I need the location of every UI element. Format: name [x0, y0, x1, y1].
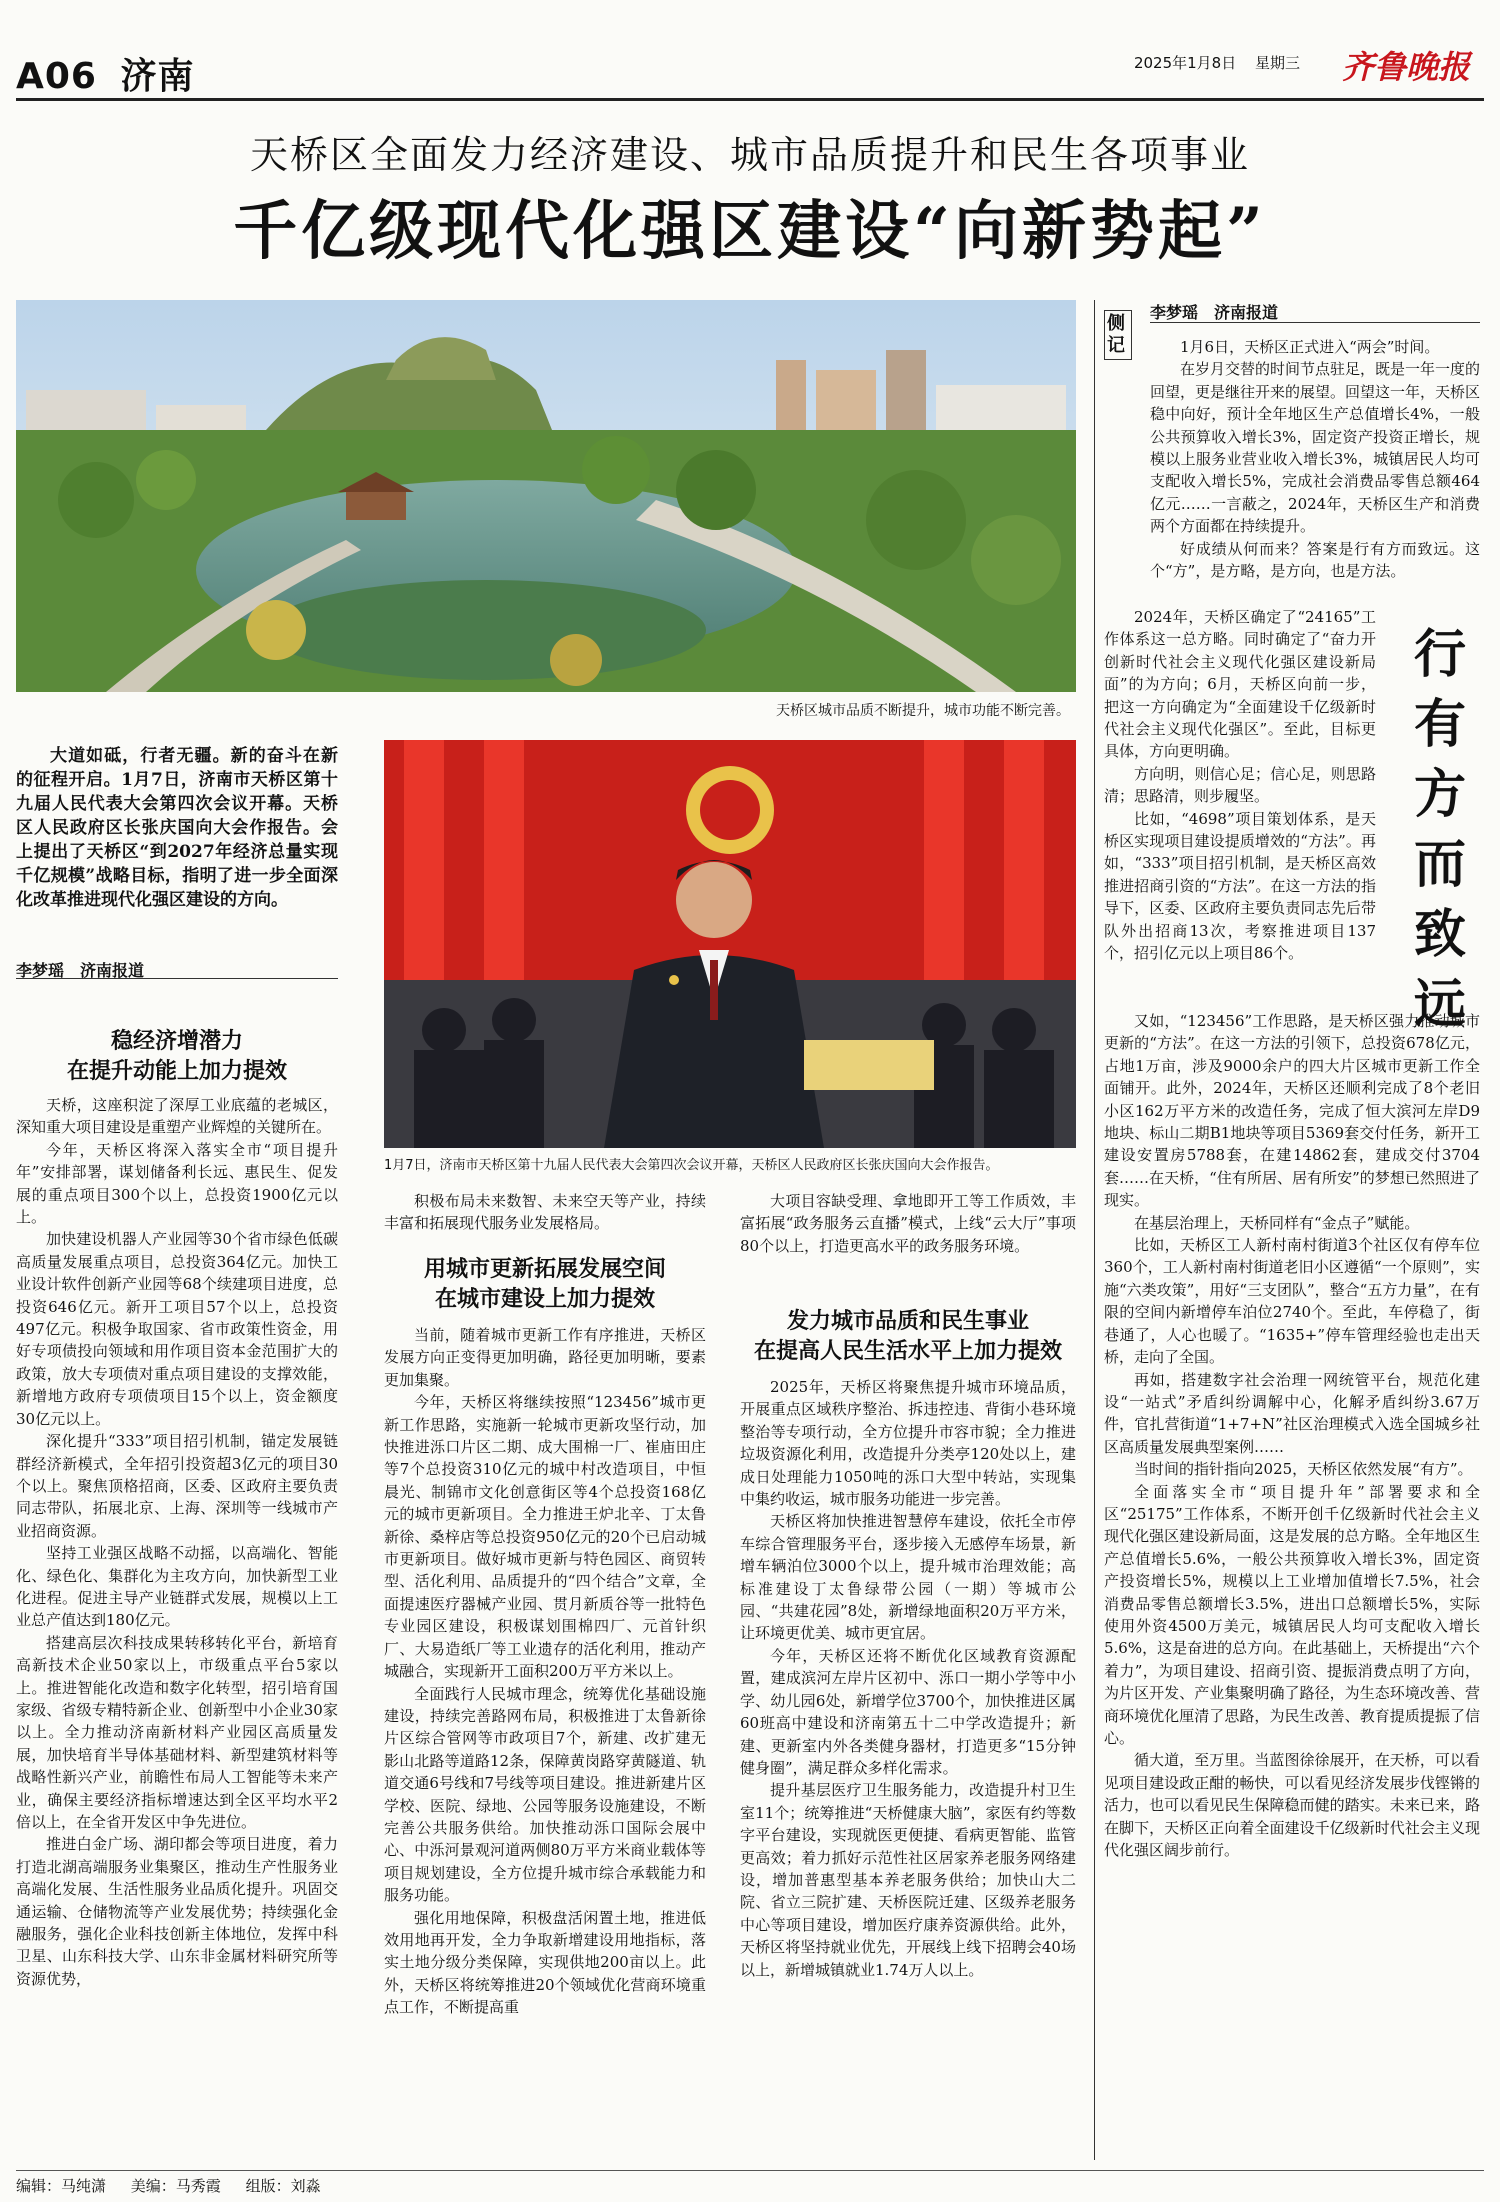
section1-title-2: 在提升动能上加力提效: [66, 1058, 287, 1084]
column-1: [16, 1094, 338, 2160]
top-rule: [16, 98, 1484, 101]
paragraph: 再如，搭建数字社会治理一网统管平台，规范化建设“一站式”矛盾纠纷调解中心，化解矛盾纠纷3.67万件，官扎营街道“1+7+N”社区治理模式入选全国城乡社区高质量发展典型案例……: [1104, 1370, 1480, 1456]
page-code: A06: [16, 56, 97, 97]
sidebar-body-top: [1150, 336, 1480, 606]
footer: [16, 2170, 1484, 2196]
sidebar-byline: 李梦瑶 济南报道: [1150, 303, 1279, 322]
section-name: 济南: [120, 56, 195, 97]
section1-title-1: 稳经济增潜力: [110, 1028, 243, 1054]
section1-heading: [16, 1026, 338, 1086]
paragraph: 天桥区将加快推进智慧停车建设，依托全市停车综合管理服务平台，逐步接入无感停车场景，新增车辆泊位3000个以上，提升城市治理效能；高标准建设丁太鲁绿带公园（一期）等城市公园、“共建花园”8处，新增绿地面积20万平方米，让环境更优美、城市更宜居。: [740, 1512, 1076, 1643]
footer-designer: 美编：马秀霞: [130, 2177, 221, 2195]
headline: 千亿级现代化强区建设“向新势起”: [233, 194, 1267, 269]
section2-heading: [384, 1254, 706, 1314]
column-3-top: [740, 1190, 1076, 1280]
issue-date: 2025年1月8日: [1133, 54, 1237, 72]
byline: 李梦瑶 济南报道: [16, 961, 145, 980]
column-2-top: [384, 1190, 706, 1236]
sidebar-body-narrow: [1104, 606, 1376, 1010]
lead-paragraph: 大道如砥，行者无疆。新的奋斗在新的征程开启。1月7日，济南市天桥区第十九届人民代表大会第四次会议开幕。天桥区人民政府区长张庆国向大会作报告。会上提出了天桥区“到2027年经济总量实现千亿规模”战略目标，指明了进一步全面深化改革推进现代化强区建设的方向。: [16, 746, 338, 910]
footer-proof: 组版：刘淼: [245, 2177, 321, 2195]
paragraph: 循大道，至万里。当蓝图徐徐展开，在天桥，可以看见项目建设政正酣的畅快，可以看见经济发展步伐铿锵的活力，也可以看见民生保障稳而健的踏实。未来已来，路在脚下，天桥区正向着全面建设千亿级新时代社会主义现代化强区阔步前行。: [1104, 1751, 1480, 1860]
issue-weekday: 星期三: [1254, 54, 1300, 72]
paragraph: 今年，天桥区还将不断优化区域教育资源配置，建成滨河左岸片区初中、泺口一期小学等中小学、幼儿园6处，新增学位3700个，加快推进区属60班高中建设和济南第五十二中学改造提升；新建、更新室内外各类健身器材，打造更多“15分钟健身圈”，满足群众多样化需求。: [740, 1646, 1076, 1777]
sidebar-label: [1104, 310, 1132, 360]
paragraph: 强化用地保障，积极盘活闲置土地，推进低效用地再开发，全力争取新增建设用地指标，落实土地分级分类保障，实现供地200亩以上。此外，天桥区将统筹推进20个领域优化营商环境重点工作，不断提高重: [384, 1908, 706, 2017]
paragraph: 又如，“123456”工作思路，是天桥区强力推动城市更新的“方法”。在这一方法的引领下，总投资678亿元，占地1万亩，涉及9000余户的四大片区城市更新工作全面铺开。此外，2024年，天桥区还顺利完成了8个老旧小区162万平方米的改造任务，完成了恒大滨河左岸D9地块、标山二期B1地块等项目5369套交付任务，新开工建设安置房5788套，在建14862套，建成交付3704套……在天桥，“住有所居、居有所安”的梦想已然照进了现实。: [1104, 1012, 1480, 1210]
masthead-logo: 齐鲁晚报: [1341, 48, 1470, 86]
paragraph: 在岁月交替的时间节点驻足，既是一年一度的回望，更是继往开来的展望。回望这一年，天桥区稳中向好，预计全年地区生产总值增长4%，一般公共预算收入增长3%，固定资产投资正增长，规模以上服务业营业收入增长3%，城镇居民人均可支配收入增长5%，完成社会消费品零售总额464亿元……一言蔽之，2024年，天桥区生产和消费两个方面都在持续提升。: [1150, 360, 1480, 536]
paragraph: 深化提升“333”项目招引机制，锚定发展链群经济新模式，全年招引投资超3亿元的项目30个以上。聚焦顶格招商，区委、区政府主要负责同志带队，拓展北京、上海、深圳等一线城市产业招商资源。: [16, 1432, 338, 1540]
paragraph: 比如，“4698”项目策划体系，是天桥区实现项目建设提质增效的“方法”。再如，“333”项目招引机制，是天桥区高效推进招商引资的“方法”。在这一方法的指导下，区委、区政府主要负责同志先后带队外出招商13次，考察推进项目137个，招引亿元以上项目86个。: [1104, 809, 1376, 963]
paragraph: 坚持工业强区战略不动摇，以高端化、智能化、绿色化、集群化为主攻方向，加快新型工业化进程。促进主导产业链群式发展，规模以上工业总产值达到180亿元。: [16, 1544, 338, 1630]
sidebar-label-text: 侧记: [1107, 313, 1125, 356]
paragraph: 今年，天桥区将深入落实全市“项目提升年”安排部署，谋划储备利长远、惠民生、促发展的重点项目300个以上，总投资1900亿元以上。: [16, 1140, 338, 1227]
kicker: 天桥区全面发力经济建设、城市品质提升和民生各项事业: [249, 133, 1250, 177]
section3-title-2: 在提高人民生活水平上加力提效: [753, 1338, 1062, 1364]
paragraph: 在基层治理上，天桥同样有“金点子”赋能。: [1134, 1213, 1420, 1232]
paragraph: 今年，天桥区将继续按照“123456”城市更新工作思路，实施新一轮城市更新攻坚行动，加快推进泺口片区二期、成大围棉一厂、崔庙田庄等7个总投资310亿元的城中村改造项目，中恒晨光、制锦市文化创意街区等4个总投资168亿元的城市更新项目。全力推进王炉北辛、丁太鲁新徐、桑梓店等总投资950亿元的20个已启动城市更新项目。做好城市更新与特色园区、商贸转型、活化利用、品质提升的“四个结合”文章，全面提速医疗器械产业园、贯月新质谷等一批特色专业园区建设，积极谋划围棉四厂、元首针织厂、大易造纸厂等工业遗存的活化利用，推动产城融合，实现新开工面积200万平方米以上。: [384, 1393, 706, 1681]
date-line: [1134, 52, 1300, 73]
paragraph: 搭建高层次科技成果转移转化平台，新培育高新技术企业50家以上，市级重点平台5家以上。推进智能化改造和数字化转型，招引培育国家级、省级专精特新企业、创新型中小企业30家以上。全力推动济南新材料产业园区高质量发展，加快培育半导体基础材料、新型建筑材料等战略性新兴产业，前瞻性布局人工智能等未来产业，确保主要经济指标增速达到全区平均水平2倍以上，在全省开发区中争先进位。: [16, 1633, 338, 1831]
sidebar-rule: [1150, 322, 1480, 323]
paragraph: 好成绩从何而来？答案是行有方而致远。这个“方”，是方略，是方向，也是方法。: [1150, 539, 1480, 581]
footer-editor: 编辑：马纯潇: [16, 2177, 107, 2195]
paragraph: 推进白金广场、湖印都会等项目进度，着力打造北湖高端服务业集聚区，推动生产性服务业高端化发展、生活性服务业品质化提升。巩固交通运输、仓储物流等产业发展优势；持续强化金融服务，强化企业科技创新主体地位，发挥中科卫星、山东科技大学、山东非金属材料研究所等资源优势，: [16, 1835, 338, 1988]
park-photo: [16, 300, 1076, 692]
paragraph: 加快建设机器人产业园等30个省市绿色低碳高质量发展重点项目，总投资364亿元。加快工业设计软件创新产业园等68个续建项目进度，总投资646亿元。新开工项目57个以上，总投资497亿元。积极争取国家、省市政策性资金，用好专项债投向领域和用作项目资本金范围扩大的政策，放大专项债对重点项目建设的支撑效能，新增地方政府专项债项目15个以上，资金额度30亿元以上。: [16, 1230, 338, 1428]
park-photo-caption: 天桥区城市品质不断提升，城市功能不断完善。: [776, 703, 1070, 719]
sidebar-divider: [1094, 300, 1095, 2160]
paragraph: 积极布局未来数智、未来空天等产业，持续丰富和拓展现代服务业发展格局。: [384, 1192, 706, 1233]
paragraph: 天桥，这座积淀了深厚工业底蕴的老城区，深知重大项目建设是重塑产业辉煌的关键所在。: [16, 1096, 338, 1137]
paragraph: 全面践行人民城市理念，统筹优化基础设施建设，持续完善路网布局，积极推进丁太鲁新徐片区综合管网等市政项目7个，新建、改扩建无影山北路等道路12条，保障黄岗路穿黄隧道、轨道交通6号线和7号线等项目建设。推进新建片区学校、医院、绿地、公园等服务设施建设，不断完善公共服务供给。加快推动泺口国际会展中心、中泺河景观河道两侧80万平方米商业载体等项目规划建设，全方位提升城市综合承载能力和服务功能。: [384, 1684, 706, 1905]
paragraph: 比如，天桥区工人新村南村街道3个社区仅有停车位360个，工人新村南村街道老旧小区遵循“一个原则”，实施“六类攻策”，用好“三支团队”，整合“五方力量”，在有限的空间内新增停车泊位2740个。至此，车停稳了，街巷通了，人心也暖了。“1635+”停车管理经验也走出天桥，走向了全国。: [1104, 1236, 1480, 1367]
paragraph: 大项目容缺受理、拿地即开工等工作质效，丰富拓展“政务服务云直播”模式，上线“云大厅”事项80个以上，打造更高水平的政务服务环境。: [740, 1192, 1076, 1255]
column-2: [384, 1324, 706, 2160]
paragraph: 当时间的指针指向2025，天桥区依然发展“有方”。: [1134, 1460, 1473, 1479]
meeting-photo-caption: 1月7日，济南市天桥区第十九届人民代表大会第四次会议开幕，天桥区人民政府区长张庆国向大会作报告。: [384, 1158, 999, 1173]
paragraph: 2024年，天桥区确定了“24165”工作体系这一总方略。同时确定了“奋力开创新时代社会主义现代化强区建设新局面”的为方向；6月，天桥区向前一步，把这一方向确定为“全面建设千亿级新时代社会主义现代化强区”。至此，目标更具体，方向更明确。: [1104, 608, 1376, 761]
byline-rule: [16, 978, 338, 979]
section2-title-2: 在城市建设上加力提效: [434, 1286, 655, 1312]
paragraph: 方向明，则信心足；信心足，则思路清；思路清，则步履坚。: [1104, 764, 1376, 806]
paragraph: 当前，随着城市更新工作有序推进，天桥区发展方向正变得更加明确，路径更加明晰，要素更加集聚。: [384, 1326, 706, 1389]
section3-heading: [740, 1306, 1076, 1366]
paragraph: 2025年，天桥区将聚焦提升城市环境品质，开展重点区域秩序整治、拆违控违、背街小巷环境整治等专项行动，全方位提升市容市貌；全力推进垃圾资源化利用，改造提升分类亭120处以上，建成日处理能力1050吨的泺口大型中转站，实现集中集约收运，城市服务功能进一步完善。: [740, 1378, 1076, 1509]
section3-title-1: 发力城市品质和民生事业: [786, 1308, 1029, 1334]
section2-title-1: 用城市更新拓展发展空间: [423, 1256, 666, 1282]
page-tag: [16, 48, 195, 99]
sidebar-vertical-title: 行有方而致远: [1413, 624, 1466, 1035]
paragraph: 全面落实全市“项目提升年”部署要求和全区“25175”工作体系，不断开创千亿级新时代社会主义现代化强区建设新局面，这是发展的总方略。全年地区生产总值增长5.6%，一般公共预算收入增长3%，固定资产投资增长5%，规模以上工业增加值增长7.5%，社会消费品零售总额增长3.5%，进出口总额增长5%，实际使用外资4500万美元，城镇居民人均可支配收入增长5.6%，这是奋进的总方向。在此基础上，天桥提出“六个着力”，为项目建设、招商引资、提振消费点明了方向，为片区开发、产业集聚明确了路径，为生态环境改善、营商环境优化厘清了思路，为民生改善、教育提质提振了信心。: [1104, 1482, 1480, 1747]
column-3: [740, 1376, 1076, 2160]
paragraph: 提升基层医疗卫生服务能力，改造提升村卫生室11个；统筹推进“天桥健康大脑”，家医有约等数字平台建设，实现就医更便捷、看病更智能、监管更高效；着力抓好示范性社区居家养老服务网络建设，增加普惠型基本养老服务供给；加快山大二院、省立三院扩建、天桥医院迁建、区级养老服务中心等项目建设，增加医疗康养资源供给。此外，天桥区将坚持就业优先，开展线上线下招聘会40场以上，新增城镇就业1.74万人以上。: [740, 1781, 1076, 1979]
sidebar-body: [1104, 1010, 1480, 2160]
paragraph: 1月6日，天桥区正式进入“两会”时间。: [1180, 338, 1440, 356]
meeting-photo: [384, 740, 1076, 1148]
